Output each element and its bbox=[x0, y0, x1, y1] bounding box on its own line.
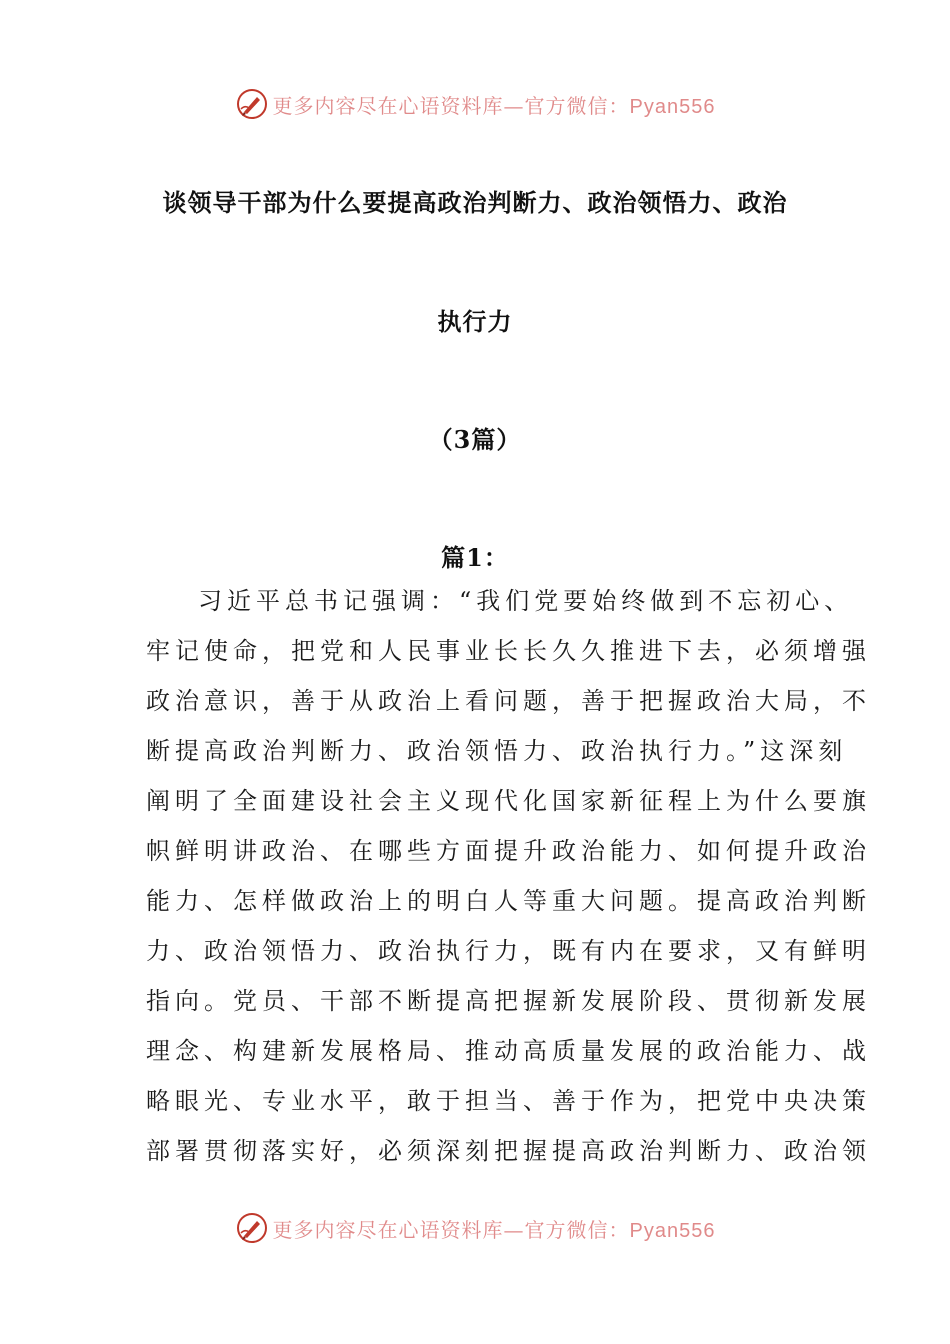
body-line: 习近平总书记强调：“我们党要始终做到不忘初心、 bbox=[198, 587, 854, 615]
watermark-wechat-id: Pyan556 bbox=[629, 95, 716, 118]
watermark-wechat-id: Pyan556 bbox=[629, 1219, 716, 1242]
body-paragraph bbox=[146, 583, 871, 1183]
watermark-text: 更多内容尽在心语资料库—官方微信： bbox=[272, 93, 630, 118]
section-heading: 篇1： bbox=[441, 543, 509, 572]
body-line: 阐明了全面建设社会主义现代化国家新征程上为什么要旗 bbox=[146, 787, 871, 815]
body-line: 能力、怎样做政治上的明白人等重大问题。提高政治判断 bbox=[146, 887, 871, 915]
body-line: 牢记使命，把党和人民事业长长久久推进下去，必须增强 bbox=[146, 637, 871, 665]
body-line: 部署贯彻落实好，必须深刻把握提高政治判断力、政治领 bbox=[146, 1137, 871, 1165]
body-line: 力、政治领悟力、政治执行力，既有内在要求，又有鲜明 bbox=[146, 937, 871, 965]
watermark-text: 更多内容尽在心语资料库—官方微信： bbox=[272, 1217, 630, 1242]
body-line: 断提高政治判断力、政治领悟力、政治执行力。”这深刻 bbox=[146, 737, 848, 765]
footer-watermark bbox=[0, 1208, 950, 1248]
body-line: 指向。党员、干部不断提高把握新发展阶段、贯彻新发展 bbox=[146, 987, 871, 1015]
document-title-line-2: 执行力 bbox=[437, 307, 513, 336]
document-title-line-1: 谈领导干部为什么要提高政治判断力、政治领悟力、政治 bbox=[162, 188, 788, 217]
document-count: （3篇） bbox=[428, 425, 522, 454]
header-watermark bbox=[0, 84, 950, 124]
body-line: 略眼光、专业水平，敢于担当、善于作为，把党中央决策 bbox=[146, 1087, 871, 1115]
pen-logo-icon bbox=[235, 1211, 269, 1245]
pen-logo-icon bbox=[235, 87, 269, 121]
body-line: 理念、构建新发展格局、推动高质量发展的政治能力、战 bbox=[146, 1037, 871, 1065]
body-line: 帜鲜明讲政治、在哪些方面提升政治能力、如何提升政治 bbox=[146, 837, 871, 865]
body-line: 政治意识，善于从政治上看问题，善于把握政治大局，不 bbox=[146, 687, 871, 715]
